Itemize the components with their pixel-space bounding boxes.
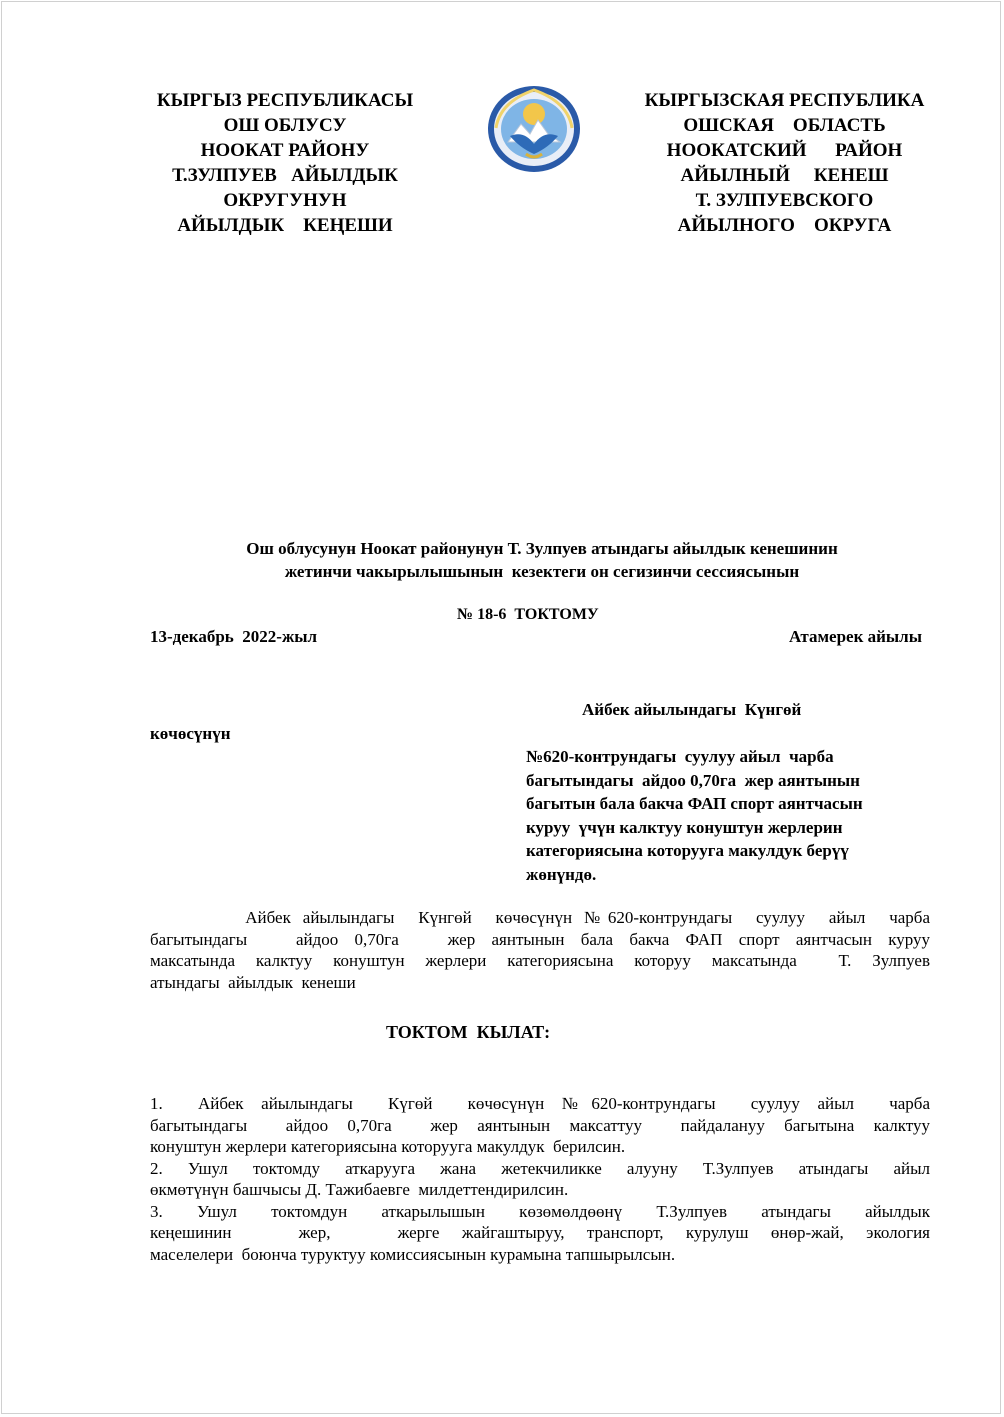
title-line: Ош облусунун Ноокат районунун Т. Зулпуев атындагы айылдык кенешинин	[246, 539, 838, 558]
subject-block	[526, 745, 946, 886]
item-line: 3. Ушул токтомдун аткарылышын көзөмөлдөөнү Т.Зулпуев атындагы айылдык	[150, 1201, 930, 1221]
header-right-line: НООКАТСКИЙ РАЙОН	[666, 140, 903, 161]
item-line: өкмөтүнүн башчысы Д. Тажибаевге милдеттендирилсин.	[150, 1180, 569, 1199]
decision-place: Атамерек айылы	[788, 627, 922, 646]
subject-line: №620-контрундагы суулуу айыл чарба	[526, 747, 834, 766]
item-line: конуштун жерлери категориясына которууга макулдук берилсин.	[150, 1137, 626, 1156]
header-right-line: КЫРГЫЗСКАЯ РЕСПУБЛИКА	[644, 90, 925, 111]
title-line: жетинчи чакырылышынын кезектеги он сегизинчи сессиясынын	[284, 562, 800, 581]
decision-number: № 18-6 ТОКТОМУ	[457, 606, 599, 623]
document-page	[1, 1, 1001, 1414]
header-left-line: ОШ ОБЛУСУ	[223, 115, 347, 136]
subject-line: Айбек айылындагы Күнгөй	[582, 700, 802, 719]
header-left-line: АЙЫЛДЫК КЕҢЕШИ	[177, 215, 393, 236]
decree-heading: ТОКТОМ КЫЛАТ:	[386, 1022, 551, 1042]
item-line: багытындагы айдоо 0,70га жер аянтынын максаттуу пайдалануу багытына калктуу	[150, 1115, 930, 1135]
header-left	[130, 88, 440, 238]
item-line: кеңешинин жер, жерге жайгаштыруу, транспорт, курулуш өнөр-жай, экология	[150, 1223, 930, 1242]
subject-line: көчөсүнүн	[150, 724, 231, 743]
header-left-line: КЫРГЫЗ РЕСПУБЛИКАСЫ	[156, 90, 414, 111]
item-line: 1. Айбек айылындагы Күгөй көчөсүнүн №620-контрундагы суулуу айыл чарба	[150, 1094, 930, 1113]
decision-date: 13-декабрь 2022-жыл	[150, 627, 318, 646]
subject-line: категориясына которууга макулдук берүү	[526, 841, 849, 860]
item-line: 2. Ушул токтомду аткарууга жана жетекчиликке алууну Т.Зулпуев атындагы айыл	[150, 1158, 930, 1178]
subject-line: багытындагы айдоо 0,70га жер аянтынын	[526, 770, 860, 790]
subject-line: жөнүндө.	[526, 864, 597, 884]
preamble-line: Айбек айылындагы Күнгөй көчөсүнүн №620-контрундагы суулуу айыл чарба	[150, 908, 930, 927]
header-right-line: ОШСКАЯ ОБЛАСТЬ	[683, 115, 886, 136]
preamble-line: максатында калктуу конуштун жерлери категориясына которуу максатында Т. Зулпуев	[150, 951, 930, 970]
preamble-line: багытындагы айдоо 0,70га жер аянтынын бала бакча ФАП спорт аянтчасын куруу	[150, 929, 930, 949]
header-left-line: Т.ЗУЛПУЕВ АЙЫЛДЫК	[172, 165, 398, 186]
header-right-line: АЙЫЛНЫЙ КЕНЕШ	[680, 165, 889, 186]
preamble	[150, 907, 930, 993]
header-right-line: Т. ЗУЛПУЕВСКОГО	[695, 190, 874, 211]
header-right-line: АЙЫЛНОГО ОКРУГА	[677, 215, 892, 236]
item-line: маселелери боюнча туруктуу комиссиясынын курамына тапшырылсын.	[150, 1244, 676, 1264]
preamble-line: атындагы айылдык кенеши	[150, 972, 356, 992]
decision-items	[150, 1093, 930, 1265]
subject-line: багытын бала бакча ФАП спорт аянтчасын	[526, 794, 863, 813]
header-right	[617, 88, 952, 238]
kyrgyz-state-emblem-icon	[486, 84, 582, 174]
header-left-line: НООКАТ РАЙОНУ	[200, 140, 370, 161]
document-title	[142, 537, 942, 583]
subject-line: куруу үчүн калктуу конуштун жерлерин	[526, 817, 843, 837]
header-left-line: ОКРУГУНУН	[223, 190, 347, 211]
